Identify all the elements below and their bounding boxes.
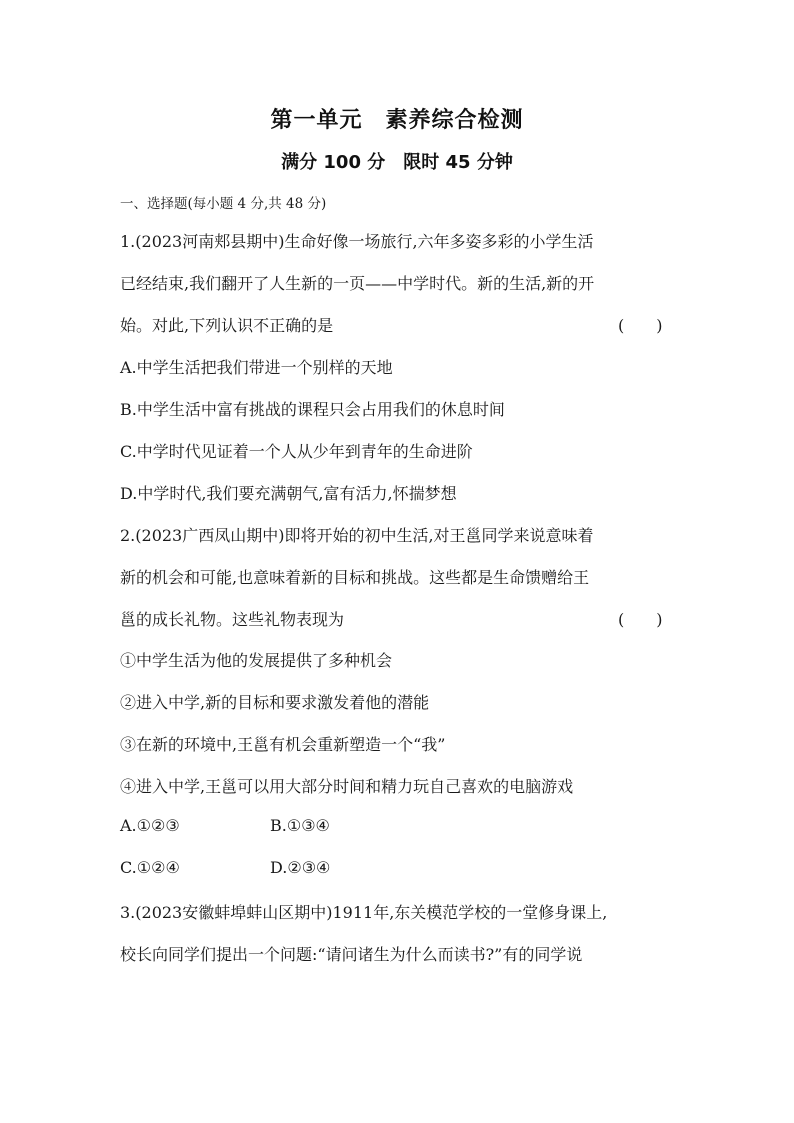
q2-statement-4: ④进入中学,王邕可以用大部分时间和精力玩自己喜欢的电脑游戏 <box>120 777 574 796</box>
q1-option-a: A.中学生活把我们带进一个别样的天地 <box>120 358 393 377</box>
q3-line-1: 3.(2023安徽蚌埠蚌山区期中)1911年,东关模范学校的一堂修身课上, <box>120 903 608 922</box>
q1-option-d: D.中学时代,我们要充满朝气,富有活力,怀揣梦想 <box>120 484 457 503</box>
q1-line-1: 1.(2023河南郏县期中)生命好像一场旅行,六年多姿多彩的小学生活 <box>120 232 594 251</box>
q2-line-3: 邕的成长礼物。这些礼物表现为 <box>120 610 345 629</box>
q2-option-b: B.①③④ <box>270 816 330 835</box>
q1-line-2: 已经结束,我们翻开了人生新的一页——中学时代。新的生活,新的开 <box>120 274 595 293</box>
q2-option-a: A.①②③ <box>120 816 180 835</box>
section-heading: 一、选择题(每小题 4 分,共 48 分) <box>120 196 327 212</box>
page-subtitle: 满分 100 分 限时 45 分钟 <box>281 152 513 173</box>
q2-option-c: C.①②④ <box>120 858 180 877</box>
q2-statement-2: ②进入中学,新的目标和要求激发着他的潜能 <box>120 693 430 712</box>
q2-answer-paren: ( ) <box>618 610 663 629</box>
q2-statement-1: ①中学生活为他的发展提供了多种机会 <box>120 651 393 670</box>
q2-statement-3: ③在新的环境中,王邕有机会重新塑造一个“我” <box>120 735 446 754</box>
q1-line-3: 始。对此,下列认识不正确的是 <box>120 316 334 335</box>
q1-option-c: C.中学时代见证着一个人从少年到青年的生命进阶 <box>120 442 473 461</box>
q2-line-2: 新的机会和可能,也意味着新的目标和挑战。这些都是生命馈赠给王 <box>120 568 590 587</box>
q3-line-2: 校长向同学们提出一个问题:“请问诸生为什么而读书?”有的同学说 <box>120 945 583 964</box>
q1-option-b: B.中学生活中富有挑战的课程只会占用我们的休息时间 <box>120 400 505 419</box>
q2-line-1: 2.(2023广西凤山期中)即将开始的初中生活,对王邕同学来说意味着 <box>120 526 594 545</box>
q1-answer-paren: ( ) <box>618 316 663 335</box>
page-title: 第一单元 素养综合检测 <box>270 108 524 133</box>
q2-option-d: D.②③④ <box>270 858 331 877</box>
